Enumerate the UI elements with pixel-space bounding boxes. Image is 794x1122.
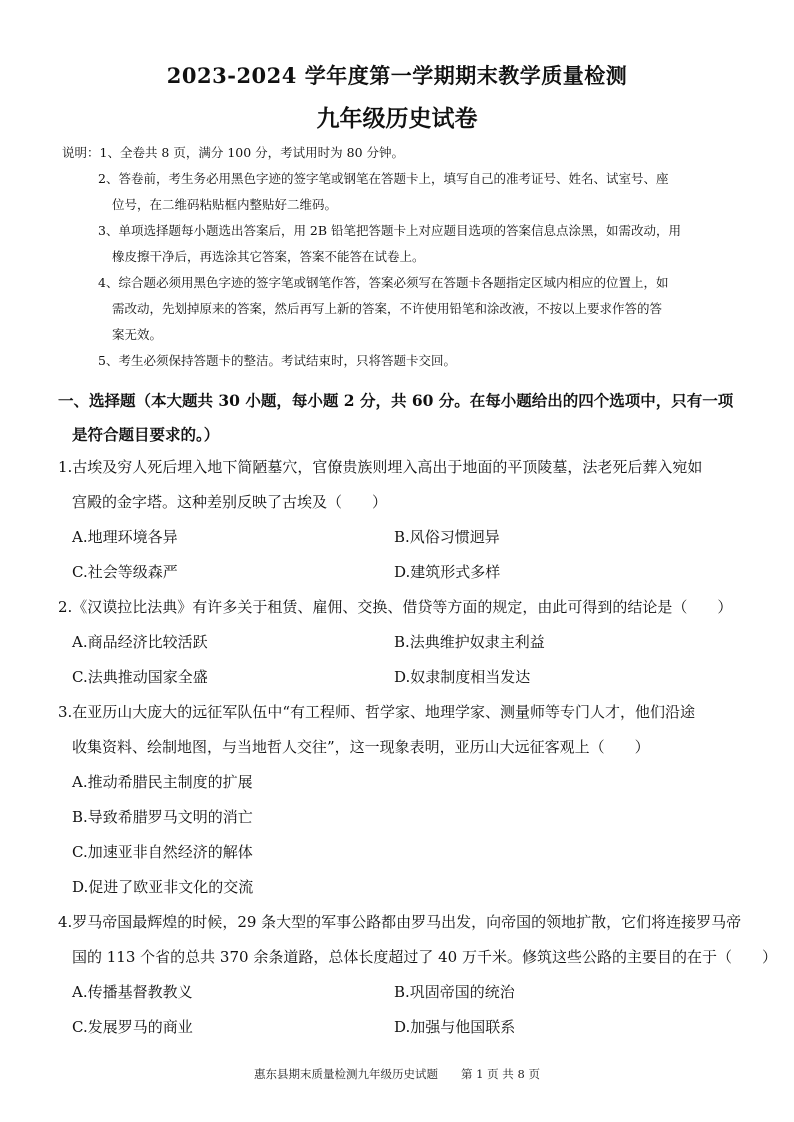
page-footer: 惠东县期末质量检测九年级历史试题 第 1 页 共 8 页 bbox=[254, 1067, 540, 1081]
instruction-4-cont2: 案无效。 bbox=[112, 327, 163, 342]
instructions bbox=[62, 140, 752, 374]
option-c: C.社会等级森严 bbox=[72, 563, 178, 581]
instruction-4-cont: 需改动，先划掉原来的答案，然后再写上新的答案，不许使用铅笔和涂改液，不按以上要求作答的答 bbox=[112, 301, 663, 316]
option-b: B.导致希腊罗马文明的消亡 bbox=[72, 808, 253, 826]
section-heading bbox=[58, 384, 748, 452]
instruction-4: 4、综合题必须用黑色字迹的签字笔或钢笔作答，答案必须写在答题卡各题指定区域内相应的位置上，如 bbox=[98, 275, 669, 290]
question-2 bbox=[58, 590, 748, 695]
option-a: A.商品经济比较活跃 bbox=[72, 633, 208, 651]
instruction-1: 说明：1、全卷共 8 页，满分 100 分，考试用时为 80 分钟。 bbox=[62, 145, 405, 160]
question-4 bbox=[58, 905, 777, 1045]
instruction-3-cont: 橡皮擦干净后，再选涂其它答案，答案不能答在试卷上。 bbox=[112, 249, 425, 264]
instruction-3: 3、单项选择题每小题选出答案后，用 2B 铅笔把答题卡上对应题目选项的答案信息点涂黑，如需改动，用 bbox=[98, 223, 682, 238]
option-b: B.风俗习惯迥异 bbox=[394, 528, 500, 546]
question-1 bbox=[58, 450, 748, 590]
question-stem-cont: 宫殿的金字塔。这种差别反映了古埃及（ ） bbox=[72, 493, 388, 511]
instruction-5: 5、考生必须保持答题卡的整洁。考试结束时，只将答题卡交回。 bbox=[98, 353, 456, 368]
option-c: C.法典推动国家全盛 bbox=[72, 668, 208, 686]
question-stem: 4.罗马帝国最辉煌的时候，29 条大型的军事公路都由罗马出发，向帝国的领地扩散，它们将连接罗马帝 bbox=[58, 913, 742, 931]
exam-subtitle: 九年级历史试卷 bbox=[316, 105, 478, 132]
question-stem: 1.古埃及穷人死后埋入地下简陋墓穴，官僚贵族则埋入高出于地面的平顶陵墓，法老死后葬入宛如 bbox=[58, 458, 703, 476]
option-d: D.奴隶制度相当发达 bbox=[394, 668, 531, 686]
question-3 bbox=[58, 695, 748, 905]
option-a: A.推动希腊民主制度的扩展 bbox=[72, 773, 253, 791]
option-d: D.促进了欧亚非文化的交流 bbox=[72, 878, 254, 896]
section-heading-line2: 是符合题目要求的。） bbox=[72, 425, 220, 444]
option-c: C.发展罗马的商业 bbox=[72, 1018, 193, 1036]
section-heading-line1: 一、选择题（本大题共 30 小题，每小题 2 分，共 60 分。在每小题给出的四个选项中，只有一项 bbox=[58, 391, 734, 410]
option-c: C.加速亚非自然经济的解体 bbox=[72, 843, 253, 861]
option-b: B.巩固帝国的统治 bbox=[394, 983, 515, 1001]
instruction-2: 2、答卷前，考生务必用黑色字迹的签字笔或钢笔在答题卡上，填写自己的准考证号、姓名、试室号、座 bbox=[98, 171, 669, 186]
option-d: D.加强与他国联系 bbox=[394, 1018, 516, 1036]
question-stem: 2.《汉谟拉比法典》有许多关于租赁、雇佣、交换、借贷等方面的规定，由此可得到的结论是（ ） bbox=[58, 598, 733, 616]
option-b: B.法典维护奴隶主利益 bbox=[394, 633, 545, 651]
option-d: D.建筑形式多样 bbox=[394, 563, 501, 581]
question-stem-cont: 收集资料、绘制地图，与当地哲人交往”，这一现象表明，亚历山大远征客观上（ ） bbox=[72, 738, 650, 756]
exam-title: 2023-2024 学年度第一学期期末教学质量检测 bbox=[166, 63, 628, 88]
option-a: A.传播基督教教义 bbox=[72, 983, 193, 1001]
question-stem: 3.在亚历山大庞大的远征军队伍中“有工程师、哲学家、地理学家、测量师等专门人才，他们沿途 bbox=[58, 703, 695, 721]
instruction-2-cont: 位号，在二维码粘贴框内整贴好二维码。 bbox=[112, 197, 338, 212]
question-stem-cont: 国的 113 个省的总共 370 余条道路，总体长度超过了 40 万千米。修筑这些公路的主要目的在于（ ） bbox=[72, 948, 777, 966]
question-list bbox=[58, 450, 777, 1045]
option-a: A.地理环境各异 bbox=[72, 528, 178, 546]
